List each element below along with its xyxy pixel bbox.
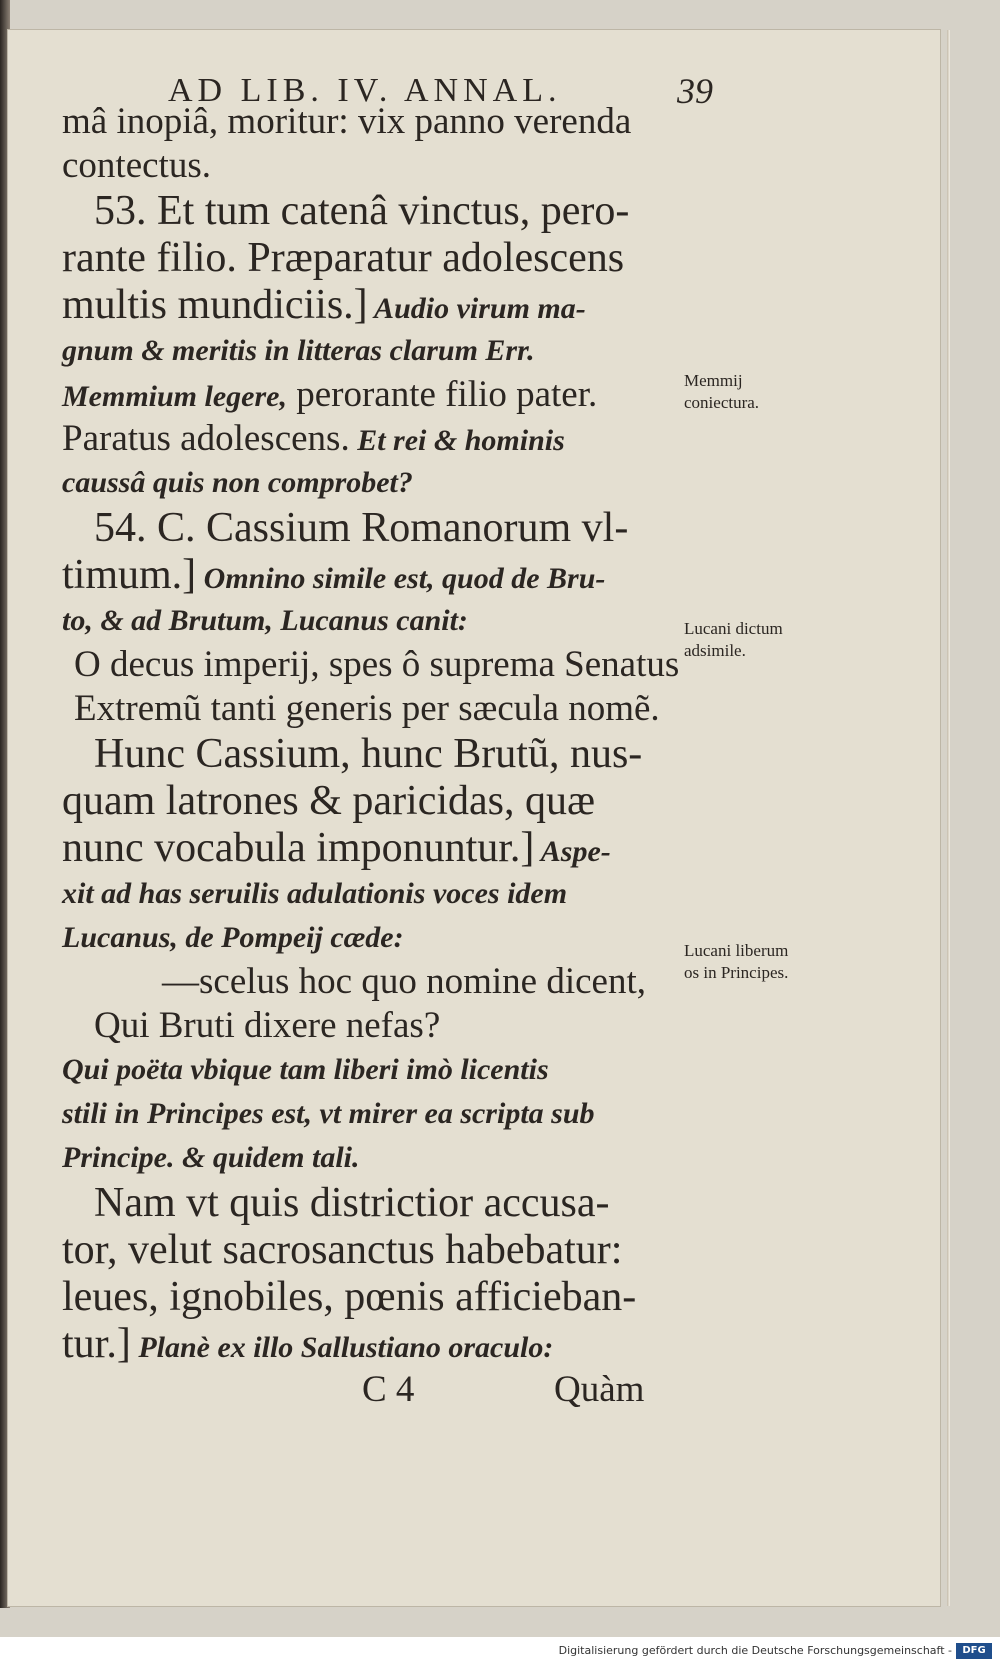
text-line <box>62 825 722 872</box>
running-head: AD LIB. IV. ANNAL. <box>168 72 562 109</box>
footer-credit: Digitalisierung gefördert durch die Deutsche Forschungsgemeinschaft - <box>558 1644 952 1657</box>
roman-segment: tor, velut sacrosanctus habebatur: <box>62 1227 623 1273</box>
page-edge <box>947 30 950 1606</box>
roman-segment: 54. C. Cassium Romanorum vl- <box>94 505 629 551</box>
roman-segment: perorante filio pater. <box>286 374 598 415</box>
text-line <box>62 599 722 643</box>
text-line <box>62 1274 722 1321</box>
text-line <box>62 1092 722 1136</box>
italic-segment: Omnino simile est, quod de Bru- <box>196 562 606 595</box>
text-line <box>62 643 722 687</box>
text-line <box>62 960 722 1004</box>
roman-segment: leues, ignobiles, pœnis afficieban- <box>62 1274 637 1320</box>
roman-segment: rante filio. Præparatur adolescens <box>62 235 625 281</box>
roman-segment: quam latrones & paricidas, quæ <box>62 778 596 824</box>
text-line <box>62 235 722 282</box>
text-line <box>62 282 722 329</box>
roman-segment: nunc vocabula imponuntur.] <box>62 825 535 871</box>
roman-segment: Principe. & quidem tali. <box>62 1141 360 1174</box>
roman-segment: Extremũ tanti generis per sæcula nomẽ. <box>74 688 660 729</box>
roman-segment: xit ad has seruilis adulationis voces idem <box>62 877 568 910</box>
italic-segment: Et rei & hominis <box>349 424 565 457</box>
catchword: Quàm <box>554 1369 645 1410</box>
roman-segment: caussâ quis non comprobet? <box>62 466 413 499</box>
italic-segment: Memmium legere, <box>62 380 287 413</box>
text-line <box>62 731 722 778</box>
text-line <box>62 916 722 960</box>
roman-segment: Lucanus, de Pompeij cæde: <box>62 921 404 954</box>
roman-segment: Qui poëta vbique tam liberi imò licentis <box>62 1053 549 1086</box>
text-line <box>62 1321 722 1368</box>
text-line <box>62 144 722 188</box>
main-text <box>62 100 722 1368</box>
roman-segment: Nam vt quis districtior accusa- <box>94 1180 610 1226</box>
roman-segment: to, & ad Brutum, Lucanus canit: <box>62 604 468 637</box>
roman-segment: O decus imperij, spes ô suprema Senatus <box>74 644 680 685</box>
text-line <box>62 1227 722 1274</box>
roman-segment: mâ inopiâ, moritur: vix panno verenda <box>62 101 632 142</box>
text-line <box>62 778 722 825</box>
italic-segment: Audio virum ma- <box>367 292 586 325</box>
text-line <box>62 461 722 505</box>
dfg-logo-icon: DFG <box>956 1643 992 1659</box>
roman-segment: stili in Principes est, vt mirer ea scripta sub <box>62 1097 595 1130</box>
roman-segment: Paratus adolescens. <box>62 418 350 459</box>
roman-segment: Qui Bruti dixere nefas? <box>94 1005 441 1046</box>
text-line <box>62 1180 722 1227</box>
text-line <box>62 687 722 731</box>
italic-segment: Planè ex illo Sallustiano oraculo: <box>130 1331 554 1364</box>
roman-segment: Hunc Cassium, hunc Brutũ, nus- <box>94 731 643 777</box>
text-line <box>62 1004 722 1048</box>
page-number: 39 <box>677 71 713 111</box>
margin-note-memmius: Memmij coniectura. <box>684 371 760 412</box>
roman-segment: multis mundiciis.] <box>62 282 368 328</box>
roman-segment: contectus. <box>62 145 211 186</box>
text-line <box>62 373 722 417</box>
text-block <box>62 44 722 1418</box>
margin-note-lucan-simile: Lucani dictum adsimile. <box>684 619 783 660</box>
roman-segment: timum.] <box>62 552 197 598</box>
roman-segment: 53. Et tum catenâ vinctus, pero- <box>94 188 630 234</box>
page-header <box>62 44 722 111</box>
text-line <box>62 188 722 235</box>
roman-segment: —scelus hoc quo nomine dicent, <box>162 961 646 1002</box>
text-line <box>62 329 722 373</box>
text-line <box>62 417 722 461</box>
margin-note-lucan-liberty: Lucani liberum os in Principes. <box>684 941 789 982</box>
signature-mark: C 4 <box>362 1369 415 1410</box>
text-line <box>62 505 722 552</box>
text-line <box>62 552 722 599</box>
roman-segment: tur.] <box>62 1321 131 1367</box>
text-line <box>62 1136 722 1180</box>
roman-segment: gnum & meritis in litteras clarum Err. <box>62 334 535 367</box>
digitization-footer <box>0 1637 1000 1665</box>
page-footer-line <box>62 1368 722 1418</box>
text-line <box>62 1048 722 1092</box>
text-line <box>62 872 722 916</box>
italic-segment: Aspe- <box>534 835 611 868</box>
